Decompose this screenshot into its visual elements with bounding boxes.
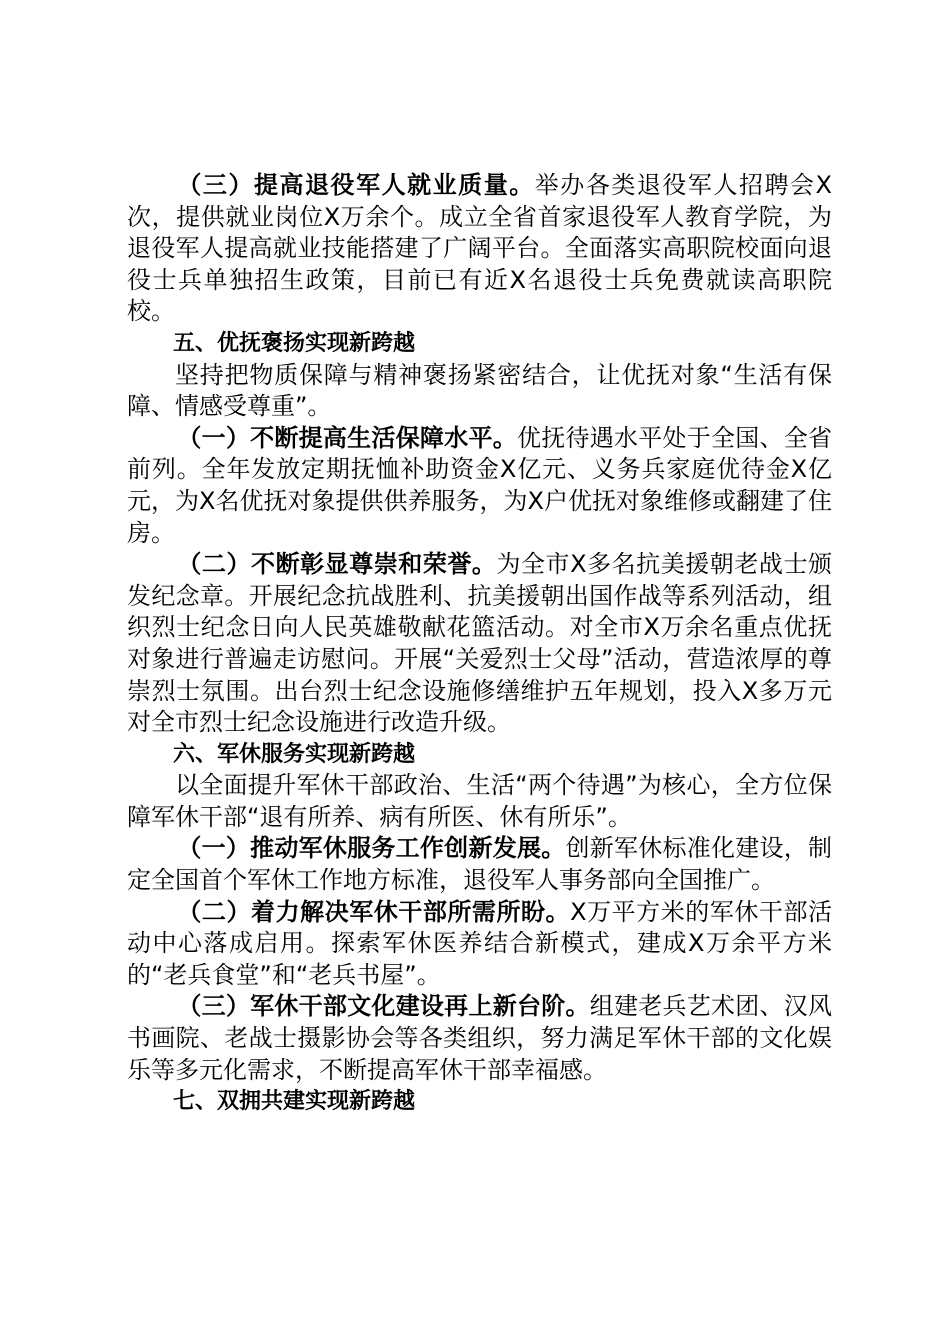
paragraph-lead: （二）着力解决军休干部所需所盼。: [177, 897, 571, 926]
paragraph-lead: （二）不断彰显尊崇和荣誉。: [177, 550, 497, 579]
section-heading-5: 五、优抚褒扬实现新跨越: [173, 330, 416, 356]
paragraph-lead: （三）提高退役军人就业质量。: [177, 171, 535, 199]
paragraph-text: 优抚待遇水平处于全国、全省前列。全年发放定期抚恤补助资金X亿元、义务兵家庭优待金X亿元，为X名优抚对象提供供养服务，为X户优抚对象维修或翻建了住房。: [127, 423, 833, 547]
paragraph-section-6-intro: 以全面提升军休干部政治、生活“两个待遇”为核心，全方位保障军休干部“退有所养、病有所医、休有所乐”。: [127, 771, 832, 831]
paragraph-text: 举办各类退役军人招聘会X次，提供就业岗位X万余个。成立全省首家退役军人教育学院，为退役军人提高就业技能搭建了广阔平台。全面落实高职院校面向退役士兵单独招生政策，目前已有近X名退役士兵免费就读高职院校。: [127, 171, 832, 326]
paragraph-employment-quality: [127, 170, 832, 328]
paragraph-text: 创新军休标准化建设，制定全国首个军休工作地方标准，退役军人事务部向全国推广。: [127, 834, 833, 895]
paragraph-honor: [127, 549, 832, 739]
document-page: [127, 170, 832, 1118]
paragraph-living-security: [127, 423, 832, 549]
paragraph-lead: （一）不断提高生活保障水平。: [177, 423, 517, 452]
paragraph-section-5-intro: 坚持把物质保障与精神褒扬紧密结合，让优抚对象“生活有保障、情感受尊重”。: [127, 360, 832, 421]
paragraph-culture: [127, 991, 832, 1086]
paragraph-lead: （三）军休干部文化建设再上新台阶。: [177, 992, 590, 1021]
paragraph-innovation: [127, 833, 832, 896]
paragraph-needs: [127, 897, 832, 992]
section-heading-7: 七、双拥共建实现新跨越: [173, 1089, 416, 1115]
section-heading-6: 六、军休服务实现新跨越: [173, 741, 416, 767]
paragraph-text: X万平方米的军休干部活动中心落成启用。探索军休医养结合新模式，建成X万余平方米的“老兵食堂”和“老兵书屋”。: [127, 897, 832, 989]
paragraph-lead: （一）推动军休服务工作创新发展。: [177, 834, 566, 863]
paragraph-text: 组建老兵艺术团、汉风书画院、老战士摄影协会等各类组织，努力满足军休干部的文化娱乐等多元化需求，不断提高军休干部幸福感。: [127, 992, 833, 1084]
paragraph-text: 为全市X多名抗美援朝老战士颁发纪念章。开展纪念抗战胜利、抗美援朝出国作战等系列活动，组织烈士纪念日向人民英雄敬献花篮活动。对全市X万余名重点优抚对象进行普遍走访慰问。开展“关爱烈士父母”活动，营造浓厚的尊崇烈士氛围。出台烈士纪念设施修缮维护五年规划，投入X多万元对全市烈士纪念设施进行改造升级。: [127, 550, 832, 737]
